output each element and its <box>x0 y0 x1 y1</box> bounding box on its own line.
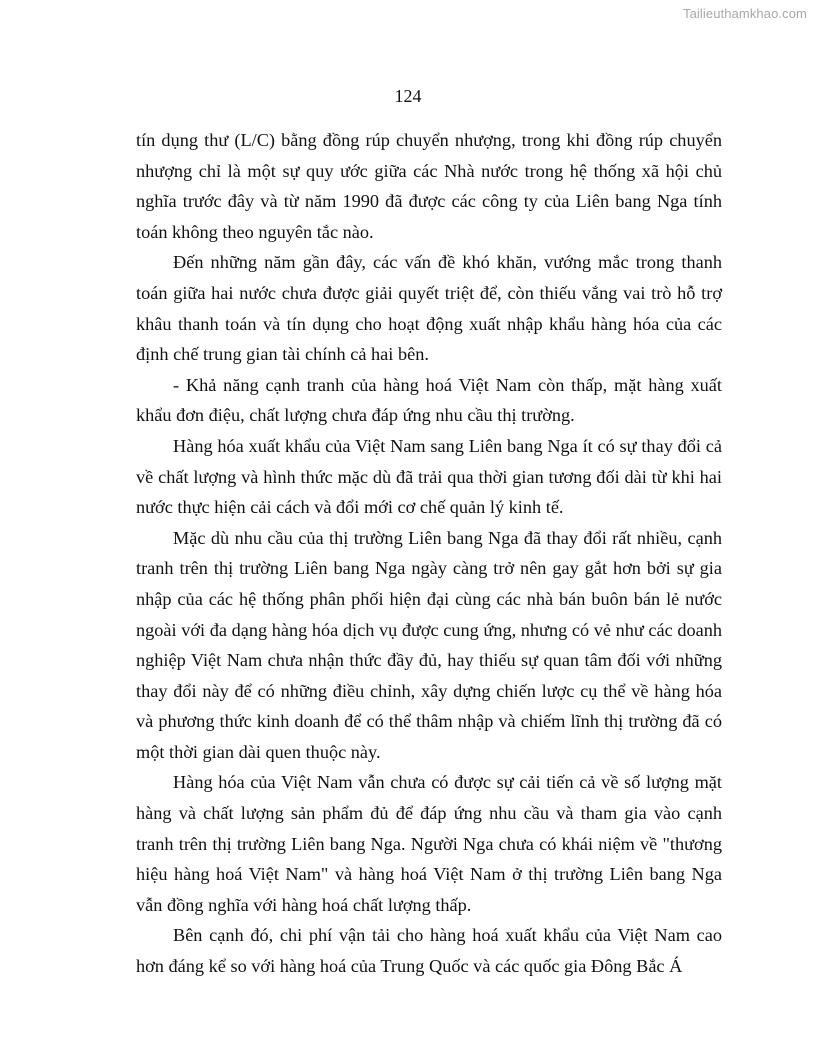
page-number: 124 <box>394 86 422 106</box>
paragraph-4: Hàng hóa xuất khẩu của Việt Nam sang Liên bang Nga ít có sự thay đổi cả về chất lượng và hình thức mặc dù đã trải qua thời gian tương đối dài từ khi hai nước thực hiện cải cách và đổi mới cơ chế quản lý kinh tế. <box>136 435 722 518</box>
paragraph-2: Đến những năm gần đây, các vấn đề khó khăn, vướng mắc trong thanh toán giữa hai nước chưa được giải quyết triệt để, còn thiếu vắng vai trò hỗ trợ khâu thanh toán và tín dụng cho hoạt động xuất nhập khẩu hàng hóa của các định chế trung gian tài chính cả hai bên. <box>136 252 722 365</box>
document-body <box>136 125 722 982</box>
watermark-text: Tailieuthamkhao.com <box>682 6 807 21</box>
paragraph-6: Hàng hóa của Việt Nam vẫn chưa có được sự cải tiến cả về số lượng mặt hàng và chất lượng sản phẩm đủ để đáp ứng nhu cầu và tham gia vào cạnh tranh trên thị trường Liên bang Nga. Người Nga chưa có khái niệm về "thương hiệu hàng hoá Việt Nam" và hàng hoá Việt Nam ở thị trường Liên bang Nga vẫn đồng nghĩa với hàng hoá chất lượng thấp. <box>136 772 722 915</box>
paragraph-7: Bên cạnh đó, chi phí vận tải cho hàng hoá xuất khẩu của Việt Nam cao hơn đáng kể so với hàng hoá của Trung Quốc và các quốc gia Đông Bắc Á <box>136 925 722 977</box>
paragraph-3: - Khả năng cạnh tranh của hàng hoá Việt Nam còn thấp, mặt hàng xuất khẩu đơn điệu, chất lượng chưa đáp ứng nhu cầu thị trường. <box>136 374 722 426</box>
paragraph-5: Mặc dù nhu cầu của thị trường Liên bang Nga đã thay đổi rất nhiều, cạnh tranh trên thị trường Liên bang Nga ngày càng trở nên gay gắt hơn bởi sự gia nhập của các hệ thống phân phối hiện đại cùng các nhà bán buôn bán lẻ nước ngoài với đa dạng hàng hóa dịch vụ được cung ứng, nhưng có vẻ như các doanh nghiệp Việt Nam chưa nhận thức đầy đủ, hay thiếu sự quan tâm đối với những thay đổi này để có những điều chỉnh, xây dựng chiến lược cụ thể về hàng hóa và phương thức kinh doanh để có thể thâm nhập và chiếm lĩnh thị trường đã có một thời gian dài quen thuộc này. <box>136 527 722 762</box>
paragraph-1: tín dụng thư (L/C) bằng đồng rúp chuyển nhượng, trong khi đồng rúp chuyển nhượng chỉ là một sự quy ước giữa các Nhà nước trong hệ thống xã hội chủ nghĩa trước đây và từ năm 1990 đã được các công ty của Liên bang Nga tính toán không theo nguyên tắc nào. <box>136 130 722 242</box>
